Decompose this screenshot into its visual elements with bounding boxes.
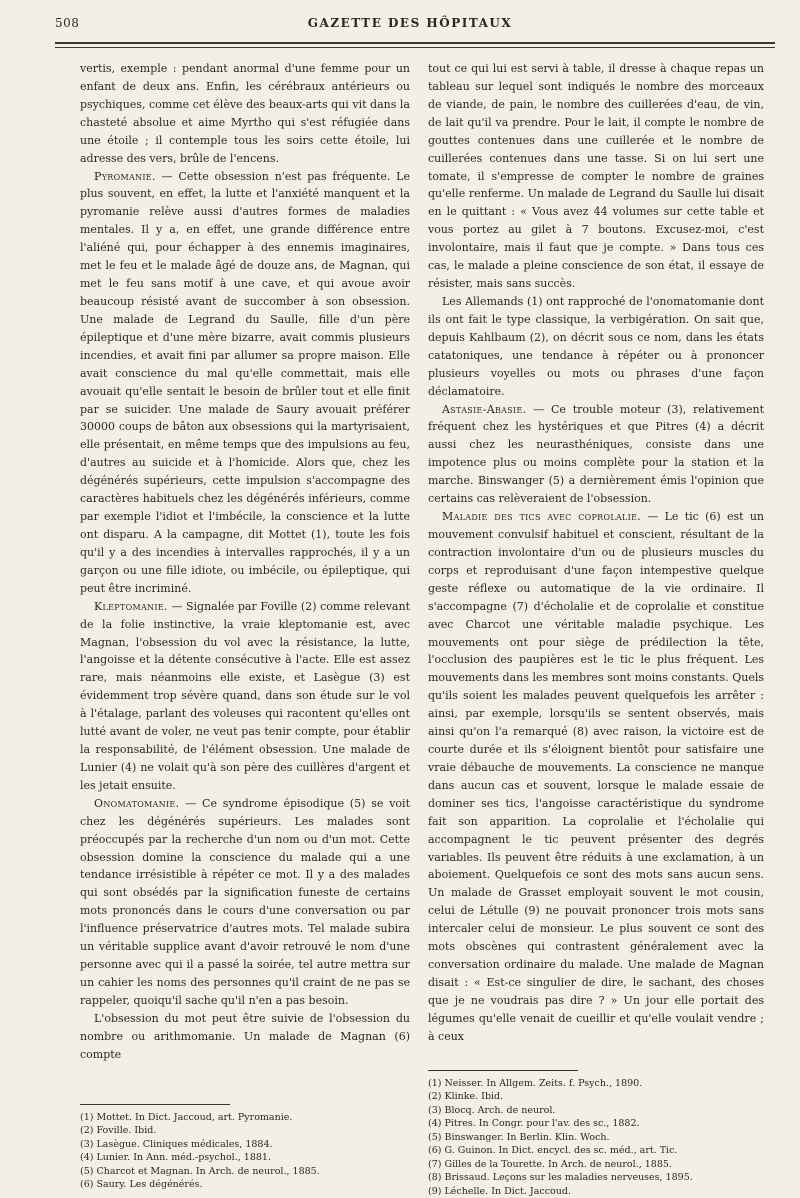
paragraph-continuation: tout ce qui lui est servi à table, il dresse à chaque repas un tableau sur lequel sont indiqués le nombre des morceaux de viande, de pain, le nombre des cuillerées d'eau, de vin, de lait qu'il va prendre. Pour le lait, il compte le nombre de gouttes contenues dans une cuillerée et le nombre de cuillerées contenues dans une tasse. Si on lui sert une tomate, il s'empresse de compter le nombre de graines qu'elle renferme. Un malade de Legrand du Saulle lui disait en le quittant : « Vous avez 44 volumes sur cette table et vous portez au gilet à 7 boutons. Excusez-moi, c'est involontaire, mais il faut que je compte. » Dans tous ces cas, le malade a pleine conscience de son état, il essaye de résister, mais sans succès. [428, 62, 764, 291]
footnote: (2) Klinke. Ibid. [428, 1091, 504, 1103]
footnote: (6) Saury. Les dégénérés. [80, 1179, 203, 1191]
footnote: (4) Pitres. In Congr. pour l'av. des sc., 1882. [428, 1118, 640, 1130]
footnote: (7) Gilles de la Tourette. In Arch. de neurol., 1885. [428, 1158, 672, 1170]
footnote: (8) Brissaud. Leçons sur les maladies nerveuses, 1895. [428, 1172, 693, 1184]
footnote: (3) Lasègue. Cliniques médicales, 1884. [80, 1138, 273, 1150]
paragraph-verbigeration: Les Allemands (1) ont rapproché de l'onomatomanie dont ils ont fait le type classique, la verbigération. On sait que, depuis Kahlbaum (2), on décrit sous ce nom, dans les états catatoniques, une tendance à répéter ou à prononcer plusieurs voyelles ou mots ou phrases d'une façon déclamatoire. [428, 294, 764, 398]
footnote: (3) Blocq. Arch. de neurol. [428, 1104, 556, 1116]
footnote: (1) Neisser. In Allgem. Zeits. f. Psych., 1890. [428, 1077, 643, 1089]
paragraph-continuation: vertis, exemple : pendant anormal d'une femme pour un enfant de deux ans. Enfin, les cérébraux antérieurs ou psychiques, comme cet élève des beaux-arts qui vit dans la chasteté absolue et aime Myrtho qui s'est réfugiée dans une étoile ; il contemple tous les soirs cette étoile, lui adresse des vers, brûle de l'encens. [80, 62, 410, 165]
paragraph-astasie-abasie [428, 401, 764, 509]
page-number: 508 [55, 16, 80, 30]
footnote: (5) Charcot et Magnan. In Arch. de neurol., 1885. [80, 1165, 320, 1177]
paragraph-text: — Signalée par Foville (2) comme relevant de la folie instinctive, la vraie kleptomanie est, avec Magnan, l'obsession du vol avec la résistance, la lutte, l'angoisse et la détente consécutive à l'acte. Elle est assez rare, mais néanmoins elle existe, et Lasègue (3) est évidemment trop sévère quand, dans son étude sur le vol à l'étalage, parlant des voleuses qui racontent qu'elles ont lutté avant de voler, ne veut pas tenir compte, pour établir la responsabilité, de l'élément obsession. Une malade de Lunier (4) ne volait qu'à son père des cuillères d'argent et les jetait ensuite. [80, 599, 410, 792]
right-column [428, 60, 764, 1197]
section-term-onomatomanie: Onomatomanie. [94, 796, 180, 810]
paragraph-kleptomanie [80, 598, 410, 795]
paragraph-text: — Ce syndrome épisodique (5) se voit chez les dégénérés supérieurs. Les malades sont préoccupés par la recherche d'un nom ou d'un mot. Cette obsession domine la conscience du malade qui a une tendance irrésistible à répéter ce mot. Il y a des malades qui sont obsédés par la signification funeste de certains mots prononcés dans le cours d'une conversation ou par l'influence préservatrice d'autres mots. Tel malade subira un véritable supplice avant d'avoir retrouvé le nom d'une personne avec qui il a passé la soirée, tel autre mettra sur un cahier les noms des personnes qu'il craint de ne pas se rappeler, quoiqu'il sache qu'il n'en a pas besoin. [80, 796, 410, 1007]
paragraph-text: — Le tic (6) est un mouvement convulsif habituel et conscient, résultant de la contraction involontaire d'un ou de plusieurs muscles du corps et reproduisant d'une façon intempestive quelque geste réflexe ou automatique de la vie ordinaire. Il s'accompagne (7) d'écholalie et de coprolalie et constitue avec Charcot une véritable maladie psychique. Les mouvements ont pour siège de prédilection la tête, l'occlusion des paupières est le tic le plus fréquent. Les mouvements dans les membres sont moins constants. Quels qu'ils soient les malades peuvent quelquefois les arrêter : ainsi, par exemple, lorsqu'ils se sentent observés, mais ainsi qu'on l'a remarqué (8) avec raison, la victoire est de courte durée et ils s'éloignent bientôt pour satisfaire une vraie débauche de mouvements. La conscience ne manque dans aucun cas et souvent, lorsque le malade essaie de dominer ses tics, l'angoisse caractéristique du syndrome fait son apparition. La coprolalie et l'écholalie qui accompagnent le tic peuvent présenter des degrés variables. Ils peuvent être réduits à une exclamation, à un aboiement. Quelquefois ce sont des mots sans aucun sens. Un malade de Grasset employait souvent le mot cousin, celui de Létulle (9) ne pouvait prononcer trois mots sans intercaler celui de monsieur. Le plus souvent ce sont des mots obscènes qui contrastent généralement avec la conversation ordinaire du malade. Une malade de Magnan disait : « Est-ce singulier de dire, le sachant, des choses que je ne voudrais pas dire ? » Un jour elle portait des légumes qu'elle venait de cueillir et qu'elle voulait vendre ; à ceux [428, 510, 764, 1043]
paragraph-maladie-des-tics [428, 508, 764, 1046]
footnotes-right [428, 1070, 693, 1198]
header-rule-thin [55, 47, 775, 48]
paragraph-text: — Cette obsession n'est pas fréquente. Le plus souvent, en effet, la lutte et l'anxiété manquent et la pyromanie relève aussi d'autres formes de maladies mentales. Il y a, en effet, une grande différence entre l'aliéné qui, pour échapper à des ennemis imaginaires, met le feu et le malade âgé de douze ans, de Magnan, qui met le feu sans motif à une cave, et qui avoue avoir beaucoup résisté avant de succomber à son obsession. Une malade de Legrand du Saulle, fille d'un père épileptique et d'une mère bizarre, avait commis plusieurs incendies, et avait fini par allumer sa propre maison. Elle avait conscience du mal qu'elle commettait, mais elle avouait qu'elle sentait le besoin de brûler tout et elle finit par se suicider. Une malade de Saury avouait préférer 30000 coups de bâton aux obsessions qui la martyrisaient, elle présentait, en même temps que des impulsions au feu, d'autres au suicide et à l'homicide. Alors que, chez les dégénérés supérieurs, cette impulsion s'accompagne des caractères habituels chez les dégénérés inférieurs, comme par exemple l'idiot et l'imbécile, la conscience et la lutte ont disparu. A la campagne, dit Mottet (1), toute les fois qu'il y a des incendies à intervalles rapprochés, il y a un garçon ou une fille idiote, ou imbécile, ou épileptique, qui peut être incriminé. [80, 169, 410, 595]
footnotes-left [80, 1104, 320, 1192]
section-term-maladie-des-tics: Maladie des tics avec coprolalie. [442, 510, 642, 524]
footnote: (2) Foville. Ibid. [80, 1125, 157, 1137]
running-title: GAZETTE DES HÔPITAUX [307, 16, 513, 30]
page-header [55, 16, 765, 36]
section-term-pyromanie: Pyromanie. [94, 169, 156, 183]
paragraph-onomatomanie [80, 795, 410, 1010]
paragraph-arithmomanie: L'obsession du mot peut être suivie de l'obsession du nombre ou arithmomanie. Un malade de Magnan (6) compte [80, 1011, 410, 1061]
footnote: (4) Lunier. In Ann. méd.-psychol., 1881. [80, 1152, 271, 1164]
left-column [80, 60, 410, 1191]
header-rule-thick [55, 42, 775, 44]
footnote: (5) Binswanger. In Berlin. Klin. Woch. [428, 1131, 610, 1143]
section-term-astasie-abasie: Astasie-Abasie. [442, 402, 527, 416]
paragraph-pyromanie [80, 168, 410, 598]
paragraph-text: — Ce trouble moteur (3), relativement fréquent chez les hystériques et que Pitres (4) a décrit aussi chez les neurasthéniques, consiste dans une impotence plus ou moins complète pour la station et la marche. Binswanger (5) a dernièrement émis l'opinion que certains cas relèveraient de l'obsession. [428, 402, 764, 506]
section-term-kleptomanie: Kleptomanie. [94, 599, 168, 613]
footnote: (9) Léchelle. In Dict. Jaccoud. [428, 1185, 571, 1197]
footnote: (6) G. Guinon. In Dict. encycl. des sc. méd., art. Tic. [428, 1145, 678, 1157]
footnote: (1) Mottet. In Dict. Jaccoud, art. Pyromanie. [80, 1111, 293, 1123]
